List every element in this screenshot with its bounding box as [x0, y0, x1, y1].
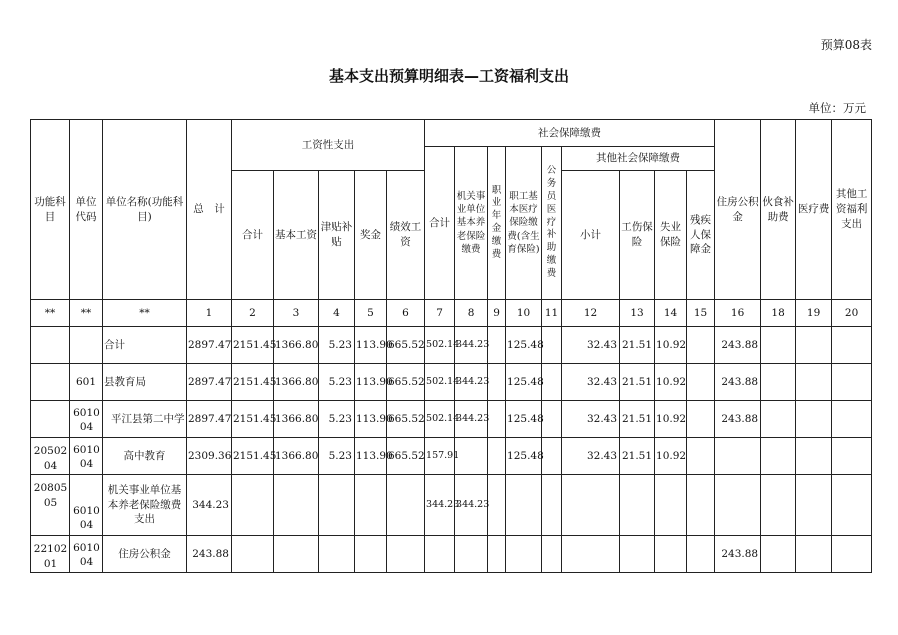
table-row [31, 536, 872, 573]
unit-code-cell: 601004 [70, 401, 103, 438]
budget-table [30, 119, 872, 573]
header-other-wage: 其他工资福利支出 [832, 120, 872, 300]
index-cell: 5 [355, 300, 387, 327]
value-cell: 243.88 [715, 327, 761, 364]
value-cell: 125.48 [506, 438, 542, 475]
value-cell [796, 327, 832, 364]
index-cell: 4 [319, 300, 355, 327]
value-cell: 665.52 [387, 401, 425, 438]
value-cell: 5.23 [319, 364, 355, 401]
index-cell: 2 [232, 300, 274, 327]
unit-name-cell: 平江县第二中学 [103, 401, 187, 438]
value-cell: 665.52 [387, 327, 425, 364]
value-cell: 157.91 [425, 438, 455, 475]
index-cell: 13 [620, 300, 655, 327]
table-row [31, 475, 872, 536]
value-cell [488, 401, 506, 438]
unit-name-cell: 机关事业单位基本养老保险缴费支出 [103, 475, 187, 536]
value-cell: 10.92 [655, 364, 687, 401]
value-cell [542, 401, 562, 438]
unit-code-cell: 601004 [70, 438, 103, 475]
value-cell [620, 475, 655, 536]
value-cell: 125.48 [506, 401, 542, 438]
value-cell: 502.14 [425, 364, 455, 401]
unit-code-cell: 601004 [70, 536, 103, 573]
func-code-cell: 2210201 [31, 536, 70, 573]
header-bonus: 奖金 [355, 171, 387, 300]
value-cell [761, 438, 796, 475]
func-code-cell: 2050204 [31, 438, 70, 475]
value-cell: 2309.36 [187, 438, 232, 475]
unit-code-cell: 601 [70, 364, 103, 401]
value-cell [542, 364, 562, 401]
value-cell [687, 438, 715, 475]
index-cell: 8 [455, 300, 488, 327]
value-cell [832, 327, 872, 364]
value-cell [562, 536, 620, 573]
value-cell [620, 536, 655, 573]
value-cell: 2897.47 [187, 327, 232, 364]
value-cell [506, 536, 542, 573]
index-row [31, 300, 872, 327]
value-cell [761, 401, 796, 438]
value-cell [761, 475, 796, 536]
value-cell: 32.43 [562, 364, 620, 401]
header-injury: 工伤保险 [620, 171, 655, 300]
header-func-code: 功能科目 [31, 120, 70, 300]
value-cell: 1366.80 [274, 327, 319, 364]
value-cell [506, 475, 542, 536]
value-cell [542, 475, 562, 536]
value-cell [232, 475, 274, 536]
header-annuity: 职业年金缴费 [488, 147, 506, 300]
value-cell [542, 327, 562, 364]
value-cell: 1366.80 [274, 401, 319, 438]
header-medical-insurance: 职工基本医疗保险缴费(含生育保险) [506, 147, 542, 300]
value-cell: 243.88 [715, 401, 761, 438]
value-cell [832, 364, 872, 401]
value-cell: 344.23 [187, 475, 232, 536]
value-cell: 125.48 [506, 327, 542, 364]
value-cell: 344.23 [455, 475, 488, 536]
value-cell [687, 475, 715, 536]
value-cell [319, 536, 355, 573]
header-disability: 残疾人保障金 [687, 171, 715, 300]
index-cell: 9 [488, 300, 506, 327]
value-cell [796, 438, 832, 475]
value-cell [832, 401, 872, 438]
index-cell: 11 [542, 300, 562, 327]
header-medical: 医疗费 [796, 120, 832, 300]
value-cell [562, 475, 620, 536]
value-cell [796, 364, 832, 401]
value-cell [796, 475, 832, 536]
unit-code-cell: 601004 [70, 475, 103, 536]
value-cell [387, 536, 425, 573]
index-cell: 12 [562, 300, 620, 327]
unit-name-cell: 高中教育 [103, 438, 187, 475]
value-cell: 113.90 [355, 438, 387, 475]
value-cell: 502.14 [425, 327, 455, 364]
value-cell [687, 327, 715, 364]
value-cell: 665.52 [387, 438, 425, 475]
value-cell: 113.90 [355, 327, 387, 364]
index-cell: 14 [655, 300, 687, 327]
header-base-wage: 基本工资 [274, 171, 319, 300]
index-cell: 1 [187, 300, 232, 327]
value-cell [796, 401, 832, 438]
value-cell: 1366.80 [274, 364, 319, 401]
value-cell: 243.88 [715, 364, 761, 401]
header-social-group: 社会保障缴费 [425, 120, 715, 147]
value-cell [761, 364, 796, 401]
header-civil-medical: 公务员医疗补助缴费 [542, 147, 562, 300]
index-cell: ** [70, 300, 103, 327]
value-cell: 344.23 [425, 475, 455, 536]
header-other-social: 其他社会保障缴费 [562, 147, 715, 171]
value-cell [274, 536, 319, 573]
value-cell [455, 536, 488, 573]
value-cell: 344.23 [455, 401, 488, 438]
index-cell: 6 [387, 300, 425, 327]
value-cell [488, 327, 506, 364]
value-cell: 32.43 [562, 401, 620, 438]
value-cell [687, 364, 715, 401]
value-cell [832, 438, 872, 475]
value-cell [715, 475, 761, 536]
table-row [31, 364, 872, 401]
value-cell [542, 438, 562, 475]
value-cell: 32.43 [562, 327, 620, 364]
value-cell: 10.92 [655, 327, 687, 364]
unit-name-cell: 住房公积金 [103, 536, 187, 573]
index-cell: 3 [274, 300, 319, 327]
value-cell [319, 475, 355, 536]
value-cell: 5.23 [319, 327, 355, 364]
value-cell [761, 536, 796, 573]
value-cell [655, 536, 687, 573]
value-cell: 21.51 [620, 438, 655, 475]
value-cell: 665.52 [387, 364, 425, 401]
value-cell: 21.51 [620, 327, 655, 364]
index-cell: 10 [506, 300, 542, 327]
value-cell [387, 475, 425, 536]
value-cell [832, 536, 872, 573]
index-cell: 18 [761, 300, 796, 327]
value-cell [355, 475, 387, 536]
header-allowance: 津贴补贴 [319, 171, 355, 300]
value-cell: 5.23 [319, 438, 355, 475]
value-cell: 2151.45 [232, 438, 274, 475]
value-cell: 2897.47 [187, 364, 232, 401]
func-code-cell [31, 401, 70, 438]
header-meal-subsidy: 伙食补助费 [761, 120, 796, 300]
func-code-cell [31, 364, 70, 401]
func-code-cell: 2080505 [31, 475, 70, 536]
header-unit-name: 单位名称(功能科目) [103, 120, 187, 300]
value-cell [655, 475, 687, 536]
value-cell [425, 536, 455, 573]
value-cell: 2151.45 [232, 327, 274, 364]
value-cell: 2151.45 [232, 364, 274, 401]
value-cell [715, 438, 761, 475]
value-cell [232, 536, 274, 573]
unit-name-cell: 县教育局 [103, 364, 187, 401]
value-cell [832, 475, 872, 536]
value-cell: 113.90 [355, 364, 387, 401]
index-cell: 16 [715, 300, 761, 327]
header-unemployment: 失业保险 [655, 171, 687, 300]
func-code-cell [31, 327, 70, 364]
value-cell: 32.43 [562, 438, 620, 475]
value-cell: 10.92 [655, 401, 687, 438]
value-cell [455, 438, 488, 475]
value-cell: 1366.80 [274, 438, 319, 475]
header-wage-group: 工资性支出 [232, 120, 425, 171]
value-cell [761, 327, 796, 364]
value-cell: 2151.45 [232, 401, 274, 438]
table-row [31, 401, 872, 438]
form-code: 预算08表 [820, 38, 872, 52]
value-cell: 5.23 [319, 401, 355, 438]
value-cell: 243.88 [187, 536, 232, 573]
header-social-total: 合计 [425, 147, 455, 300]
value-cell [687, 401, 715, 438]
header-total: 总 计 [187, 120, 232, 300]
index-cell: 19 [796, 300, 832, 327]
value-cell: 344.23 [455, 327, 488, 364]
page-title: 基本支出预算明细表—工资福利支出 [328, 67, 569, 85]
value-cell: 125.48 [506, 364, 542, 401]
value-cell [355, 536, 387, 573]
index-cell: ** [103, 300, 187, 327]
index-cell: 15 [687, 300, 715, 327]
value-cell [274, 475, 319, 536]
header-other-subtotal: 小计 [562, 171, 620, 300]
header-wage-total: 合计 [232, 171, 274, 300]
unit-label: 单位：万元 [808, 101, 866, 115]
index-cell: 7 [425, 300, 455, 327]
value-cell: 21.51 [620, 401, 655, 438]
index-cell: ** [31, 300, 70, 327]
value-cell: 10.92 [655, 438, 687, 475]
header-performance: 绩效工资 [387, 171, 425, 300]
value-cell [687, 536, 715, 573]
value-cell [542, 536, 562, 573]
value-cell: 2897.47 [187, 401, 232, 438]
value-cell [796, 536, 832, 573]
index-cell: 20 [832, 300, 872, 327]
table-row [31, 327, 872, 364]
value-cell: 21.51 [620, 364, 655, 401]
unit-name-cell: 合计 [103, 327, 187, 364]
value-cell [488, 475, 506, 536]
value-cell [488, 364, 506, 401]
value-cell: 113.90 [355, 401, 387, 438]
header-housing-fund: 住房公积金 [715, 120, 761, 300]
header-unit-code: 单位代码 [70, 120, 103, 300]
value-cell: 502.14 [425, 401, 455, 438]
value-cell [488, 536, 506, 573]
unit-code-cell [70, 327, 103, 364]
table-row [31, 438, 872, 475]
value-cell: 344.23 [455, 364, 488, 401]
header-pension: 机关事业单位基本养老保险缴费 [455, 147, 488, 300]
value-cell [488, 438, 506, 475]
value-cell: 243.88 [715, 536, 761, 573]
